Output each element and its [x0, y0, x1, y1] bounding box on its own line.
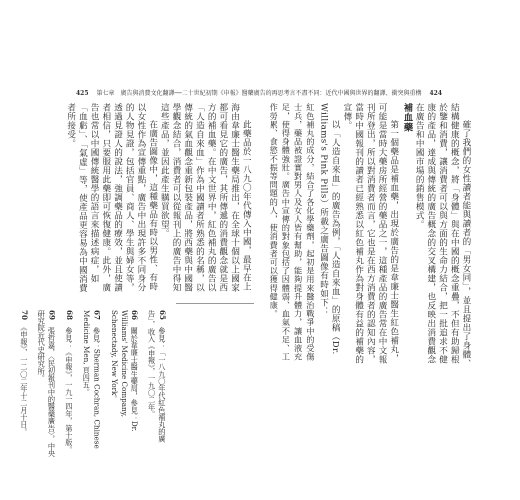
right-page-header: [290, 88, 448, 97]
footnote-item: 69 張哲嘉，〈民初報刊中的醫藥廣告〉，中央研究院近代史研究所。: [37, 310, 57, 457]
left-paragraph-1: 此藥品於一八九〇年代傳入中國，最早在上海由韋廉士醫生藥局推出，在全球十個以上國家都可看見它的廣告，其所傳遞的消費觀念就是西方的補血藥。在中文世界中，紅色補丸的廣告以「人造自來血」作為中國讀者所熟悉的名稱，以傳統的氣血觀念重新包裝產品，將西藥與中國醫學觀念結合，消費者可以從報刊上的廣告中得知這些產品，並因此產生購買欲望。: [159, 103, 252, 292]
right-page-number: 424: [429, 90, 442, 97]
left-page-number: 425: [76, 90, 89, 97]
footnote-item: 70 《申報》，一二〇二年十二月十日。: [19, 310, 29, 436]
footnote-rule: [176, 303, 254, 304]
left-page-header: [70, 88, 290, 97]
footnote-item: 68 參見：《申報》，一九一四年，第十版。: [64, 310, 74, 454]
block-quote: 紅色補丸的成分，結合了各化學藥劑，起初是用來醫治戰爭中的受傷士兵，藥品被證實對男人及女人皆有幫助，能夠提升體力，讓血液充足，使得身體強壯。廣告中宣傳的對象包括了因體弱、血氣不足、工作勞累、食慾不振等問題的人，使消費者可以獲得健康。: [269, 103, 316, 361]
footnotes: [19, 310, 174, 460]
footnote-item: 65 參見：「一八九〇年代紅色補丸的廣告」，收入《申報》，一九〇二年。: [147, 310, 167, 443]
left-paragraph-2: 在廣告圖像中，這種藥品有時以男性、有時以女性作為宣傳重點，廣告中出現許多不同身分的人物見證，包括官員、商人、學生與婦女等，透過見證人的說法，強調藥品的療效，並且使讀者相信，只要服用此藥即可恢復健康。此外，廣告也常以中國傳統醫學的語言來描述病症，如「血虧」、「氣虛」等，使產品更容易為中國消費者所接受。: [65, 103, 158, 293]
left-running-title: 第七章 廣告與消費文化翻譯──二十世紀初期《申報》醫藥廣告的再思考: [96, 90, 290, 97]
right-running-title: 言不盡不同：近代中國與世界的翻譯、衝突與重構: [289, 90, 422, 97]
right-paragraph-3: 以「人造自來血」的廣告為例，「人造自來血」的原稿（Dr. Williams's Pink Pills）所載之廣告圖像有時如下：: [318, 103, 341, 355]
left-page-text: [64, 103, 251, 293]
footnote-item: 67 參見：Sherman Cochran, Chinese Medicine Men, 頁四五。: [82, 310, 102, 449]
section-subheading: 補血藥: [401, 103, 413, 132]
right-paragraph-2: 第一個藥品是補血藥，出現於廣告的是韋廉士醫生紅色補丸，可能是當時大藥房所經營的藥品之一，這種產品的廣告常在中文報刊所登出，所以對消費者而言，它也是在西方消費者的認知內容，當時中國報刊的讀者已經熟悉以紅色補丸作為對身體有益的補藥的宣傳。: [341, 103, 399, 364]
right-page-body: [268, 103, 471, 368]
right-page-text: [268, 103, 471, 368]
right-paragraph-1: 確了我們的女性讀者能與讀者的「男女同」，並且提出了身體、結構健康的概念，將「身體」與在中國的概念重疊，不但有助歸根於鑒和消費，讓消費者可以與方面的生命力結合，把一批追求不健康的產品，達成與傳統的廣告概念的交叉構建，也反映出消費觀念在廣告和中國市場的銷售模式。: [414, 103, 471, 368]
footnote-item: 66 關於韋廉士醫生藥局，參見：Dr. Williams' Medicine Company, Schenectady, New York。: [109, 310, 140, 432]
